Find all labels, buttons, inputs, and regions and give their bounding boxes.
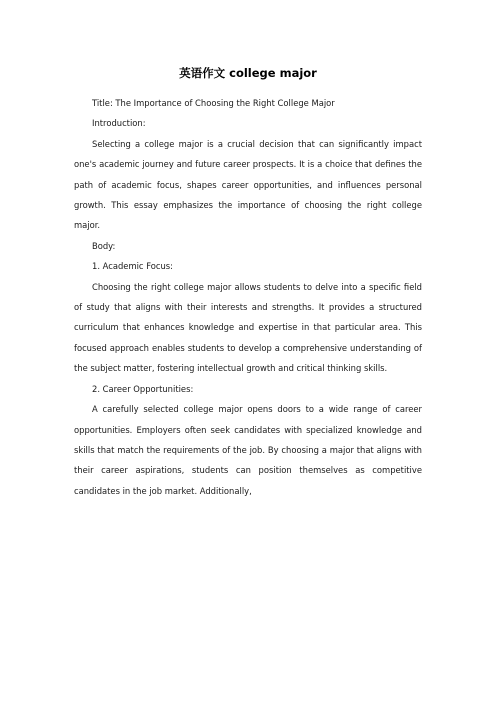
- introduction-heading: Introduction:: [92, 118, 146, 129]
- document-body: [74, 93, 422, 501]
- career-opportunities-heading: 2. Career Opportunities:: [92, 383, 194, 394]
- academic-focus-heading: 1. Academic Focus:: [92, 261, 173, 272]
- essay-title-line: Title: The Importance of Choosing the Right College Major: [92, 98, 335, 108]
- document-title: 英语作文 college major: [179, 66, 317, 80]
- academic-focus-paragraph: Choosing the right college major allows students to delve into a specific field of study that aligns with their interests and strengths. It provides a structured curriculum that enhances knowledge and expertise in that particular area. This focused approach enables students to develop a comprehensive understanding of the subject matter, fostering intellectual growth and critical thinking skills.: [74, 281, 422, 374]
- body-heading: Body:: [92, 240, 116, 251]
- career-opportunities-paragraph: A carefully selected college major opens doors to a wide range of career opportunities. Employers often seek candidates with specialized knowledge and skills that match the requirements of the job. By choosing a major that aligns with their career aspirations, students can position themselves as competitive candidates in the job market. Additionally,: [74, 404, 422, 496]
- introduction-paragraph: Selecting a college major is a crucial decision that can significantly impact one's academic journey and future career prospects. It is a choice that defines the path of academic focus, shapes career opportunities, and influences personal growth. This essay emphasizes the importance of choosing the right college major.: [74, 138, 422, 231]
